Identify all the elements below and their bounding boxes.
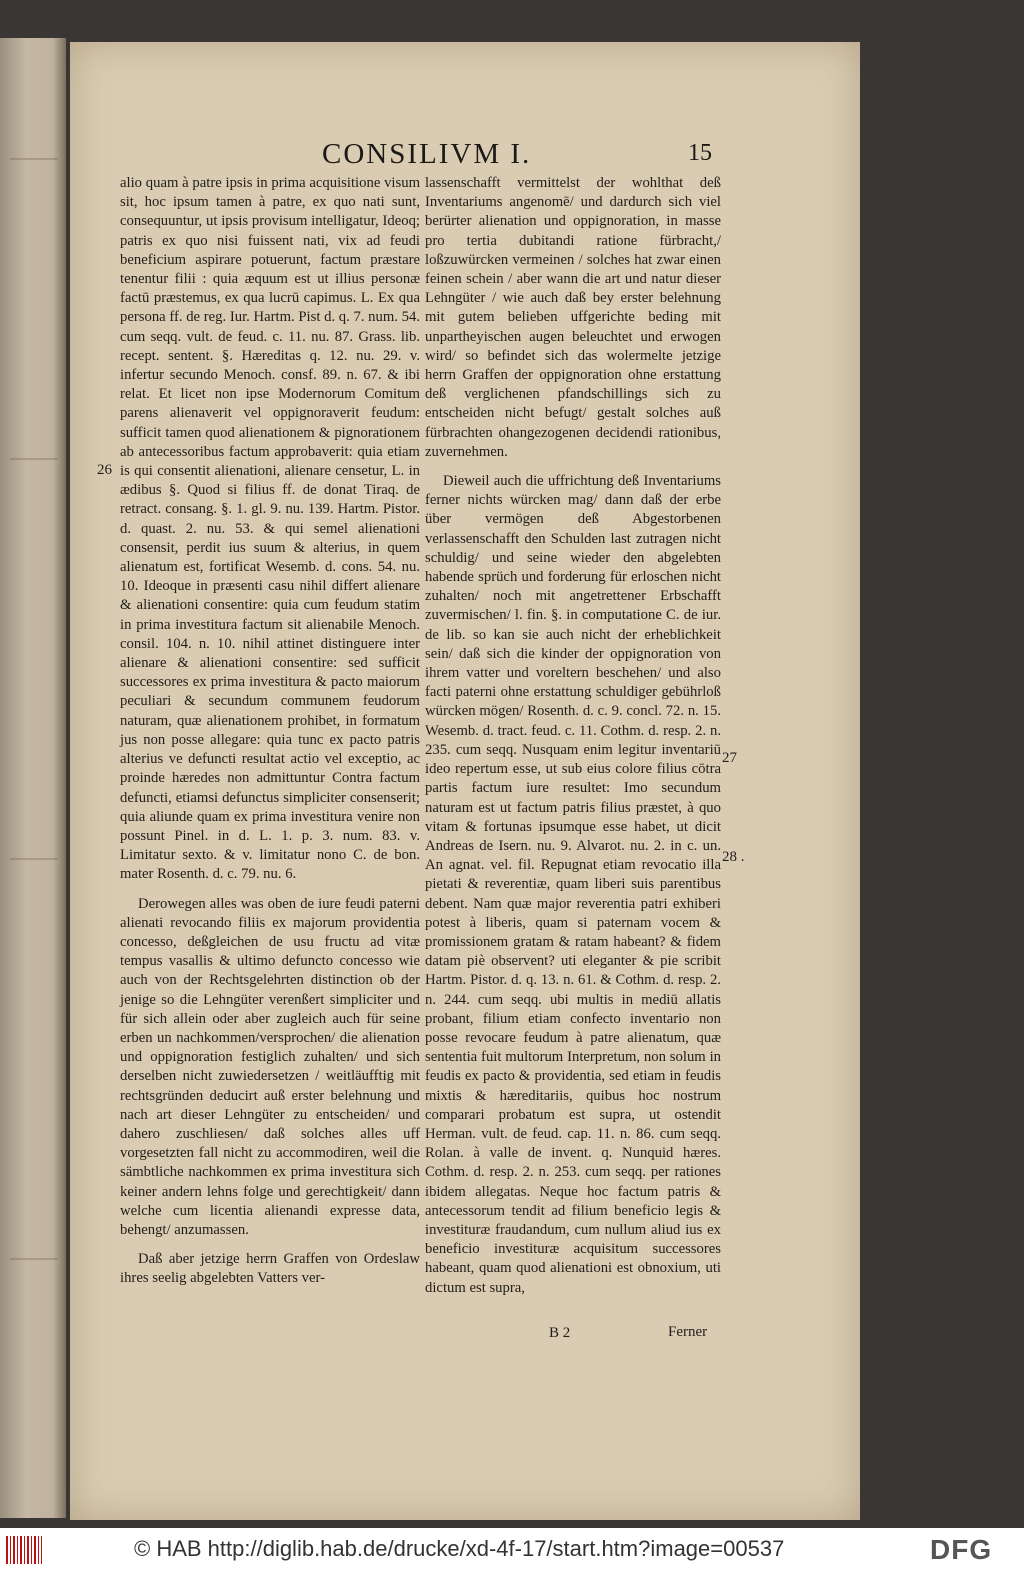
left-text-column (120, 174, 420, 1295)
margin-note-27: 27 (722, 750, 737, 766)
footer-bar (0, 1528, 1024, 1572)
facing-page-edge (0, 38, 66, 1518)
copyright-url[interactable]: © HAB http://diglib.hab.de/drucke/xd-4f-17/start.htm?image=00537 (134, 1536, 785, 1561)
catchword: Ferner (668, 1324, 708, 1340)
running-head-title: CONSILIVM I. (322, 138, 532, 170)
dfg-logo: DFG (930, 1534, 993, 1565)
left-paragraph-3: Daß aber jetzige herrn Graffen von Ordeslaw ihres seelig abgelebten Vatters ver- (120, 1251, 420, 1287)
barcode-icon (6, 1536, 42, 1564)
margin-note-28: 28 . (722, 849, 745, 865)
right-paragraph-1: lassenschafft vermittelst der wohlthat deß Inventariums angenomē/ und dardurch sich viel berürter alienation und oppignoration, in masse pro tertia dubitandi ratione fürbracht,/ loßzuwürcken vermeinen / solches hat zwar einen feinen schein / aber wann die art und natur dieser Lehngüter / wie auch daß bey erster belehnung mit gutem belieben uffgerichte beding mit unpartheyischen augen beleuchtet und erwogen wird/ so befindet sich das wolermelte jetzige herrn Graffen der oppignoration ohne erstattung deß verglichenen pfandschillings sich zu entscheiden nicht befugt/ gestalt solches auß fürbrachten ohangezogenen decidendi rationibus, zuvernehmen. (425, 175, 721, 460)
margin-note-26: 26 (97, 462, 112, 478)
left-paragraph-2: Derowegen alles was oben de iure feudi paterni alienati revocando filiis ex majorum providentia concesso, deßgleichen de usu fructu ad vitæ tempus vasallis & ultimo defuncto concesso wie auch von der Rechtsgelehrten distinction ob der jenige so die Lehngüter verenßert simpliciter und für sich allein oder aber zugleich auch für seine erben un nachkommen/versprochen/ die alienation und oppignoration festiglich zuhalten/ und sich derselben nicht zuwiedersetzen / weitläufftig mit rechtsgründen deducirt auß erster belehnung und nach art dieser Lehngüter zu entscheiden/ und dahero zuschliesen/ daß solches alles uff vorgesetzten fall nicht zu accommodiren, weil die sämbtliche nachkommen ex prima investitura sich keiner andern lehns folge und gerechtigkeit/ dann welche cum licentia alienandi expresse data, behengt/ anzumassen. (120, 895, 420, 1238)
page-number: 15 (688, 140, 712, 166)
right-paragraph-2: Dieweil auch die uffrichtung deß Inventariums ferner nichts würcken mag/ dann daß der erbe über vermögen deß Abgestorbenen verlassenschafft den Schulden last zutragen nicht schuldig/ und seine wieder den abgelebten habende sprüch und forderung für erloschen nicht zuhalten/ noch mit angetrettener Erbschafft zuvermischen/ l. fin. §. in computatione C. de iur. de lib. so kan sie auch nicht der erheblichkeit sein/ daß sich die kinder der oppignoration von ihrem vatter und voreltern beschehen/ und also facti paterni ohne erstattung schuldiger gebührloß würcken mögen/ Rosenth. d. c. 9. concl. 72. n. 15. Wesemb. d. tract. feud. c. 11. Cothm. d. resp. 2. n. 235. cum seqq. Nusquam enim legitur inventariū ideo repertum esse, ut sub eius colore filius cōtra partis factum iure resultet: Imo secundum naturam est ut factum patris filius præstet, à quo vitam & fortunas ipsumque esse habet, ut dicit Andreas de Isern. nu. 9. Alvarot. nu. 2. in c. un. An agnat. vel. fil. Repugnat etiam revocatio illa pietati & reverentiæ, quam liberi suis parentibus debent. Nam quæ major reverentia patri exhiberi potest à liberis, quam si paternam vocem & promissionem gratam & ratam habeant? & fidem datam piè observent? uti eleganter & pie scribit Hartm. Pistor. d. q. 13. n. 61. & Cothm. d. resp. 2. n. 244. cum seqq. ubi multis in mediū allatis probant, filium etiam confecto inventario non posse revocare feudum à patre alienatum, quæ sententia fuit multorum Interpretum, non solum in feudis ex pacto & providentia, sed etiam in feudis mixtis & hæreditariis, quibus hoc nostrum comparari probatum est supra, ut ostendit Herman. vult. de feud. cap. 11. n. 86. cum seqq. Rolan. à valle de invent. q. Nunquid hæres. Cothm. d. resp. 2. n. 253. cum seqq. per rationes ibidem allegatas. Neque hoc factum patris & antecessorum tendit ad filium beneficio legis & investituræ fraudandum, cum nullum aliud ius ex beneficio investituræ acquisitum successores habeant, quam quod alienationi est obnoxium, uti dictum est supra, (425, 473, 721, 1296)
signature-mark: B 2 (549, 1325, 571, 1341)
left-paragraph-1: alio quam à patre ipsis in prima acquisitione visum sit, hoc ipsum tamen à patre, ex quo nati sunt, consequuntur, ut ipsis provisum intelligatur, Ideoq; patris ex quo nisi fuissent nati, vix ad feudi beneficium aspirare potuerunt, factum præstare tenentur filii : quia æquum est ut illius personæ factū præstemus, ex qua lucrū capimus. L. Ex qua persona ff. de reg. Iur. Hartm. Pist d. q. 7. num. 54. cum seqq. vult. de feud. c. 11. nu. 87. Grass. lib. recept. sentent. §. Hæreditas q. 12. nu. 29. v. infertur secundo Menoch. consf. 89. n. 67. & ibi relat. Et licet non ipse Modernorum Comitum parens alienaverit vel oppignoraverit feudum: sufficit tamen quod alienationem & pignorationem ab antecessoribus factum approbaverit: quia etiam is qui consentit alienationi, alienare censetur, L. in ædibus §. Quod si filius ff. de donat Tiraq. de retract. consang. §. 1. gl. 9. nu. 139. Hartm. Pistor. d. quast. 2. nu. 53. & qui semel alienationi consensit, perdit ius suum & alterius, in quem alienatum est, fortificat Wesemb. d. cons. 54. nu. 10. Ideoque in præsenti casu nihil differt alienare & alienationi consentire: quia cum feudum statim in prima investitura factum sit alienabile Menoch. consil. 104. n. 10. nihil attinet distinguere inter alienare & alienationi consentire: sed sufficit successores ex prima investitura & pacto maiorum peculiari & secundum communem feudorum naturam, quæ alienationem prohibet, in formatum jus non posse allegare: quia tunc ex pacto patris alterius ve defuncti resultat actio vel exceptio, ac proinde hæredes non admittuntur Contra factum defuncti, etiamsi defunctus simpliciter consenserit; quia aliunde quam ex prima investitura venire non possunt Pinel. in d. L. 1. p. 3. num. 83. v. Limitatur sexto. & v. limitatur nono C. de bon. mater Rosenth. d. c. 79. nu. 6. (120, 175, 420, 883)
right-text-column (425, 174, 721, 1304)
